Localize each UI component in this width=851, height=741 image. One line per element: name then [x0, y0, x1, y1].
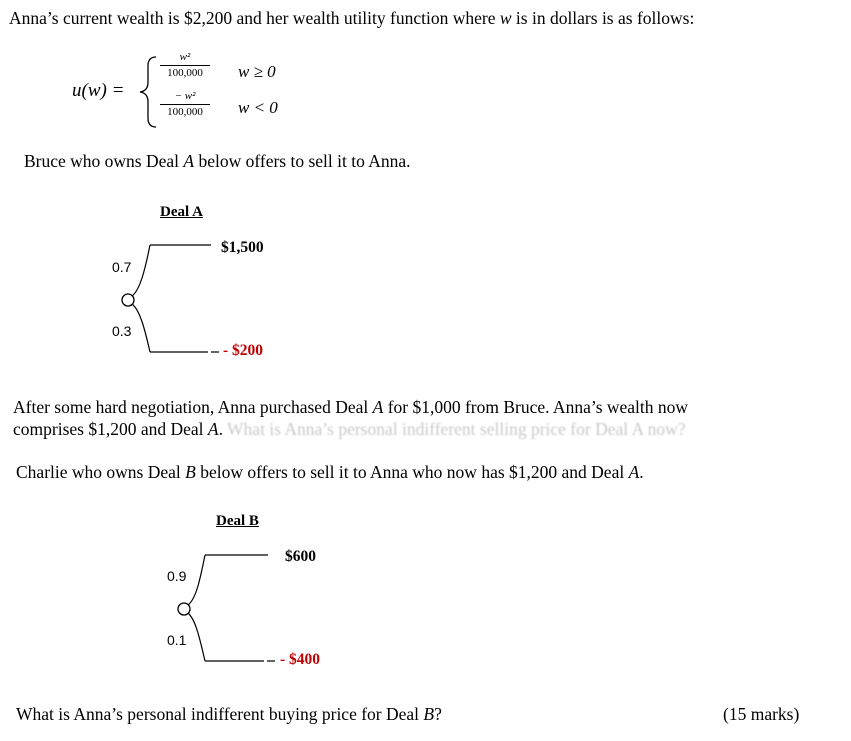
charlie-offer-middle: below offers to sell it to Anna who now has $1,200 and Deal [195, 462, 629, 482]
deal-a-prob-top: 0.7 [112, 259, 132, 275]
final-question-deal: B [423, 704, 435, 724]
deal-b-prob-top: 0.9 [167, 568, 187, 584]
negotiation-line-1-deal: A [372, 397, 384, 417]
deal-a-title: Deal A [160, 204, 203, 220]
intro-text-end: is in dollars is as follows: [511, 8, 695, 28]
bruce-offer-deal: A [183, 151, 195, 171]
deal-b-payoff-top: $600 [285, 548, 316, 565]
piecewise-brace [140, 57, 156, 127]
deal-a-payoff-bottom: - $200 [223, 342, 264, 359]
charlie-offer-start: Charlie who owns Deal [16, 462, 186, 482]
deal-b-tree [178, 555, 275, 661]
deal-a-branch-top [132, 245, 150, 296]
case2-numerator: − w² [174, 90, 196, 102]
negotiation-line-1-end: for $1,000 from Bruce. Anna’s wealth now [383, 397, 689, 417]
charlie-offer-end: . [639, 462, 644, 482]
case1-denominator: 100,000 [167, 67, 203, 79]
deal-b-payoff-bottom: - $400 [280, 651, 321, 668]
deal-b-title: Deal B [216, 513, 259, 529]
deal-b-prob-bottom: 0.1 [167, 632, 187, 648]
final-question-end: ? [434, 704, 442, 724]
deal-a-payoff-top: $1,500 [221, 239, 264, 256]
negotiation-line-2-start: comprises $1,200 and Deal [13, 419, 208, 439]
bruce-offer-end: below offers to sell it to Anna. [194, 151, 411, 171]
final-question-start: What is Anna’s personal indifferent buying price for Deal [16, 704, 424, 724]
charlie-offer-deal: B [185, 462, 196, 482]
intro-text-start: Anna’s current wealth is $2,200 and her wealth utility function where [9, 8, 500, 28]
intro-variable: w [499, 8, 512, 28]
utility-lhs: u(w) = [72, 80, 125, 101]
negotiation-line-2-deal: A [207, 419, 219, 439]
faded-question-text: What is Anna’s personal indifferent selling price for Deal A now? [227, 419, 686, 439]
deal-b-branch-bottom [188, 613, 205, 661]
negotiation-line-2-period: . [218, 419, 223, 439]
deal-a-tree [122, 245, 219, 352]
case2-condition: w < 0 [238, 98, 278, 117]
deal-b-branch-top [188, 555, 205, 605]
bruce-offer-start: Bruce who owns Deal [24, 151, 184, 171]
negotiation-line-1-start: After some hard negotiation, Anna purchased Deal [13, 397, 373, 417]
case2-denominator: 100,000 [167, 106, 203, 118]
case1-numerator: w² [179, 51, 191, 63]
charlie-offer-deal-a: A [628, 462, 640, 482]
deal-a-branch-bottom [132, 304, 150, 352]
case1-condition: w ≥ 0 [238, 62, 276, 81]
marks-label: (15 marks) [723, 704, 800, 724]
deal-a-prob-bottom: 0.3 [112, 323, 132, 339]
